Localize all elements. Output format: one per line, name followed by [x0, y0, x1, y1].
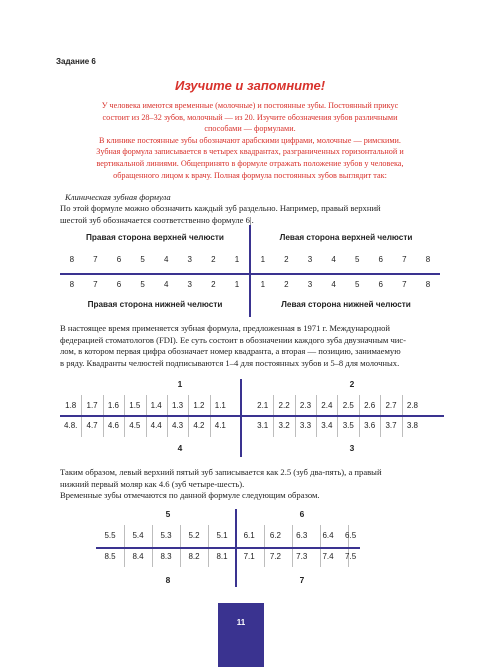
paragraph-line: шестой зуб обозначается соответственно формуле 6|. [60, 214, 254, 225]
table-cell: 5.1 [216, 531, 228, 540]
intro-text [60, 100, 440, 181]
vertical-divider [235, 509, 237, 587]
table-row [96, 552, 360, 564]
table-cell: 3.6 [364, 421, 376, 430]
table-cell: 5.4 [132, 531, 144, 540]
horizontal-divider [96, 547, 360, 549]
table-cell: 7 [402, 280, 407, 289]
table-cell: 3.2 [278, 421, 290, 430]
table-cell: 4 [163, 255, 169, 264]
table-cell: 7 [93, 255, 98, 264]
table-cell: 2 [284, 280, 289, 289]
clinical-subtitle: Клиническая зубная формула [65, 192, 171, 202]
table-cell: 5.5 [104, 531, 116, 540]
table-cell: 1 [260, 255, 266, 264]
table-cell: 6.1 [243, 531, 255, 540]
table-cell: 6.5 [345, 531, 357, 540]
table-cell: 3.8 [406, 421, 418, 430]
quadrant-label-8: 8 [165, 575, 171, 585]
table-cell: 4.4 [150, 421, 162, 430]
quadrant-label-7: 7 [299, 575, 305, 585]
table-cell: 6 [378, 255, 383, 264]
intro-line: способами — формулами. [204, 124, 296, 134]
table-cell: 2.1 [257, 401, 269, 410]
table-cell: 1.1 [214, 401, 226, 410]
task-label: Задание 6 [56, 57, 96, 66]
table-cell: 6 [116, 280, 122, 289]
top-left-header: Правая сторона верхней челюсти [86, 233, 224, 242]
vertical-divider [240, 379, 242, 457]
table-cell: 2.5 [342, 401, 354, 410]
quadrant-label-6: 6 [299, 509, 305, 519]
table-cell: 5 [354, 255, 360, 264]
intro-line: Зубная формула записывается в четырех квадрантах, разграниченных горизонтальной и [96, 147, 404, 157]
table-cell: 2 [284, 255, 289, 264]
table-row [96, 531, 360, 543]
table-cell: 8.1 [216, 552, 228, 561]
table-cell: 4.2 [193, 421, 205, 430]
paragraph-3 [60, 467, 455, 502]
table-cell: 8.4 [132, 552, 144, 561]
table-cell: 4 [331, 280, 336, 289]
bottom-left-header: Правая сторона нижней челюсти [87, 300, 223, 309]
table-cell: 4.5 [129, 421, 141, 430]
table-cell: 1.3 [172, 401, 184, 410]
bottom-right-header: Левая сторона нижней челюсти [281, 300, 411, 309]
table-cell: 1.7 [86, 401, 98, 410]
table-cell: 1.4 [150, 401, 162, 410]
table-cell: 7 [93, 280, 98, 289]
table-cell: 1.2 [193, 401, 205, 410]
table-cell: 3 [187, 255, 192, 264]
table-cell: 2.3 [299, 401, 312, 410]
table-cell: 2 [211, 280, 216, 289]
quadrant-label-2: 2 [349, 379, 355, 389]
table-cell: 7.1 [243, 552, 255, 561]
table-cell: 8.5 [104, 552, 116, 561]
table-cell: 4.3 [172, 421, 184, 430]
paragraph-1 [60, 203, 455, 226]
table-cell: 4 [331, 255, 336, 264]
table-cell: 6 [116, 255, 122, 264]
section-heading: Изучите и запомните! [174, 78, 326, 93]
horizontal-divider [60, 415, 444, 417]
table-cell: 2 [211, 255, 216, 264]
table-cell: 1 [234, 255, 240, 264]
table-cell: 6.2 [269, 531, 281, 540]
paragraph-line: нижний первый моляр как 4.6 (зуб четыре-шесть). [60, 478, 245, 489]
table-cell: 8.3 [160, 552, 172, 561]
paragraph-line: По этой формуле можно обозначить каждый зуб раздельно. Например, правый верхний [60, 203, 381, 213]
table-cell: 2.4 [321, 401, 333, 410]
table-cell: 4.6 [107, 421, 119, 430]
table-cell: 8 [69, 255, 75, 264]
table-cell: 5.3 [160, 531, 172, 540]
paragraph-2 [60, 323, 455, 369]
table-cell: 3.4 [321, 421, 333, 430]
paragraph-line: Таким образом, левый верхний пятый зуб записывается как 2.5 (зуб два-пять), а правый [60, 467, 382, 477]
table-cell: 6.4 [322, 531, 334, 540]
fdi-primary-table [96, 507, 360, 589]
intro-line: У человека имеются временные (молочные) и постоянные зубы. Постоянный прикус [101, 101, 399, 110]
table-cell: 5.2 [188, 531, 200, 540]
table-cell: 7 [402, 255, 407, 264]
table-cell: 2.8 [406, 401, 418, 410]
quadrant-label-1: 1 [177, 379, 183, 389]
intro-line: состоит из 28–32 зубов, молочный — из 20. Изучите обозначения зубов различными [102, 112, 398, 122]
table-cell: 2.7 [385, 401, 397, 410]
table-cell: 8.2 [188, 552, 200, 561]
table-cell: 7.4 [322, 552, 334, 561]
table-cell: 3.3 [299, 421, 312, 430]
intro-line: В клинике постоянные зубы обозначают арабскими цифрами, молочные — римскими. [99, 135, 401, 145]
table-cell: 1.5 [129, 401, 141, 410]
table-cell: 4.8. [64, 421, 78, 430]
table-cell: 3.7 [385, 421, 397, 430]
table-cell: 7.2 [269, 552, 281, 561]
table-row [60, 421, 444, 433]
table-cell: 7.3 [296, 552, 308, 561]
paragraph-line: федерацией стоматологов (FDI). Ее суть состоит в обозначении каждого зуба двузначным чис- [60, 334, 407, 345]
table-cell: 4.7 [86, 421, 98, 430]
table-cell: 5 [354, 280, 360, 289]
table-cell: 6 [378, 280, 383, 289]
quadrant-label-4: 4 [177, 443, 183, 453]
top-right-header: Левая сторона верхней челюсти [279, 233, 413, 242]
page-number-tab [218, 603, 264, 667]
table-cell: 2.6 [364, 401, 376, 410]
paragraph-line: в ряду. Квадранты челюстей подписываются 1–4 для постоянных зубов и 5–8 для молочных. [60, 357, 400, 368]
clinical-formula-table [60, 225, 440, 320]
page-number: 11 [236, 618, 246, 627]
table-cell: 4 [163, 280, 169, 289]
table-cell: 3.1 [257, 421, 269, 430]
intro-line: вертикальной линиями. Общепринято в формуле отражать положение зубов у человека, [96, 158, 404, 168]
table-cell: 8 [69, 280, 75, 289]
table-cell: 5 [140, 255, 145, 264]
table-cell: 3 [307, 280, 313, 289]
table-cell: 3.5 [342, 421, 354, 430]
table-cell: 3 [187, 280, 192, 289]
table-cell: 1 [234, 280, 240, 289]
table-row [60, 401, 444, 413]
paragraph-line: лом, в котором первая цифра обозначает номер квадранта, а вторая — позицию, занимаемую [60, 346, 401, 357]
intro-line: обращенного лицом к врачу. Полная формула постоянных зубов выглядит так: [113, 170, 387, 180]
table-cell: 7.5 [345, 552, 357, 561]
table-cell: 5 [140, 280, 145, 289]
table-cell: 1.6 [107, 401, 119, 410]
table-cell: 1.8 [65, 401, 77, 410]
table-cell: 6.3 [296, 531, 308, 540]
quadrant-label-5: 5 [165, 509, 171, 519]
fdi-permanent-table [60, 375, 444, 460]
quadrant-label-3: 3 [349, 443, 355, 453]
paragraph-line: В настоящее время применяется зубная формула, предложенная в 1971 г. Международной [60, 323, 390, 333]
table-cell: 3 [307, 255, 313, 264]
table-cell: 2.2 [278, 401, 290, 410]
table-cell: 4.1 [214, 421, 226, 430]
table-cell: 8 [425, 255, 431, 264]
table-cell: 8 [425, 280, 431, 289]
paragraph-line: Временные зубы отмечаются по данной формуле следующим образом. [60, 490, 320, 501]
table-cell: 1 [260, 280, 266, 289]
